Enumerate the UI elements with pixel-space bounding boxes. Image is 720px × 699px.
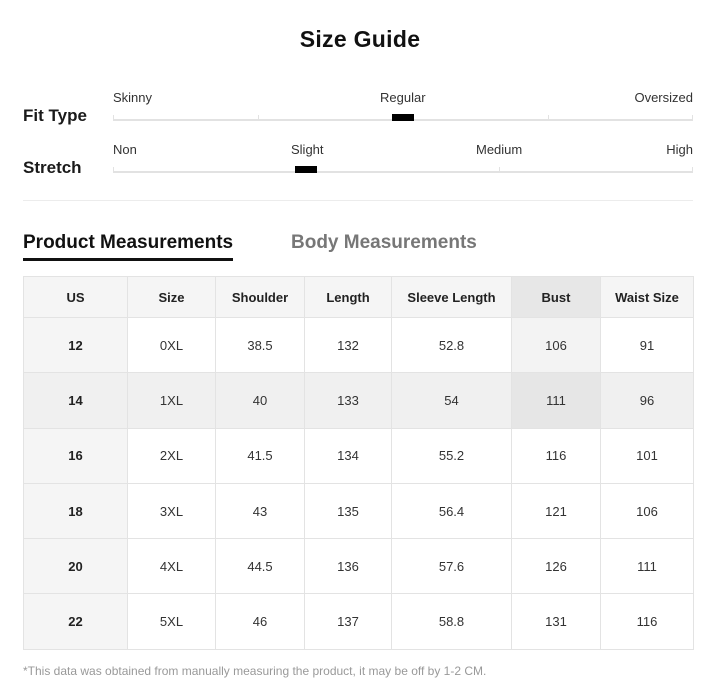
fit-option-regular: Regular: [380, 90, 426, 105]
fit-option-oversized: Oversized: [634, 90, 693, 105]
fit-type-label: Fit Type: [23, 106, 87, 125]
cell-length: 137: [305, 594, 392, 649]
cell-waist-size: 116: [601, 594, 694, 649]
cell-shoulder: 41.5: [216, 428, 305, 483]
cell-sleeve-length: 52.8: [392, 318, 512, 373]
cell-bust: 106: [512, 318, 601, 373]
cell-size: 0XL: [128, 318, 216, 373]
table-row: [24, 539, 694, 594]
table-row: [24, 483, 694, 538]
stretch-scale: [23, 142, 693, 192]
cell-length: 135: [305, 483, 392, 538]
cell-bust: 131: [512, 594, 601, 649]
cell-size: 3XL: [128, 483, 216, 538]
stretch-option-medium: Medium: [476, 142, 523, 157]
cell-length: 136: [305, 539, 392, 594]
cell-sleeve-length: 57.6: [392, 539, 512, 594]
cell-size: 4XL: [128, 539, 216, 594]
measurement-disclaimer: *This data was obtained from manually measuring the product, it may be off by 1-2 CM.: [23, 664, 487, 678]
cell-shoulder: 38.5: [216, 318, 305, 373]
cell-us: 20: [24, 539, 128, 594]
cell-shoulder: 43: [216, 483, 305, 538]
cell-waist-size: 111: [601, 539, 694, 594]
table-row: [24, 594, 694, 649]
stretch-tick: [113, 167, 114, 173]
header-shoulder: Shoulder: [216, 277, 305, 318]
stretch-option-non: Non: [113, 142, 137, 157]
header-length: Length: [305, 277, 392, 318]
page-title: Size Guide: [299, 26, 421, 52]
cell-bust: 111: [512, 373, 601, 428]
cell-us: 22: [24, 594, 128, 649]
fit-tick: [692, 115, 693, 121]
header-us: US: [24, 277, 128, 318]
fit-type-track: [113, 119, 693, 121]
stretch-marker: [295, 166, 317, 173]
cell-bust: 121: [512, 483, 601, 538]
cell-us: 12: [24, 318, 128, 373]
cell-shoulder: 40: [216, 373, 305, 428]
cell-us: 18: [24, 483, 128, 538]
cell-us: 14: [24, 373, 128, 428]
table-row: [24, 318, 694, 373]
stretch-track: [113, 171, 693, 173]
fit-tick: [548, 115, 549, 121]
stretch-tick: [692, 167, 693, 173]
cell-shoulder: 46: [216, 594, 305, 649]
cell-waist-size: 96: [601, 373, 694, 428]
cell-length: 134: [305, 428, 392, 483]
header-sleeve-length: Sleeve Length: [392, 277, 512, 318]
fit-tick: [258, 115, 259, 121]
measurements-table: [23, 276, 694, 650]
cell-bust: 116: [512, 428, 601, 483]
fit-option-skinny: Skinny: [113, 90, 153, 105]
table-header-row: [24, 277, 694, 318]
header-bust: Bust: [512, 277, 601, 318]
header-waist-size: Waist Size: [601, 277, 694, 318]
cell-sleeve-length: 58.8: [392, 594, 512, 649]
fit-tick: [113, 115, 114, 121]
tab-product-measurements[interactable]: Product Measurements: [23, 232, 233, 261]
table-row: [24, 373, 694, 428]
stretch-option-slight: Slight: [291, 142, 324, 157]
cell-size: 2XL: [128, 428, 216, 483]
cell-length: 133: [305, 373, 392, 428]
cell-shoulder: 44.5: [216, 539, 305, 594]
table-row: [24, 428, 694, 483]
cell-sleeve-length: 54: [392, 373, 512, 428]
cell-length: 132: [305, 318, 392, 373]
cell-size: 1XL: [128, 373, 216, 428]
cell-waist-size: 106: [601, 483, 694, 538]
cell-sleeve-length: 55.2: [392, 428, 512, 483]
fit-type-scale: [23, 90, 693, 140]
cell-sleeve-length: 56.4: [392, 483, 512, 538]
cell-size: 5XL: [128, 594, 216, 649]
stretch-tick: [499, 167, 500, 173]
cell-waist-size: 91: [601, 318, 694, 373]
tab-body-measurements[interactable]: Body Measurements: [291, 232, 477, 253]
stretch-label: Stretch: [23, 158, 82, 177]
stretch-option-high: High: [666, 142, 693, 157]
cell-bust: 126: [512, 539, 601, 594]
cell-us: 16: [24, 428, 128, 483]
section-divider: [23, 200, 693, 201]
cell-waist-size: 101: [601, 428, 694, 483]
header-size: Size: [128, 277, 216, 318]
fit-type-marker: [392, 114, 414, 121]
